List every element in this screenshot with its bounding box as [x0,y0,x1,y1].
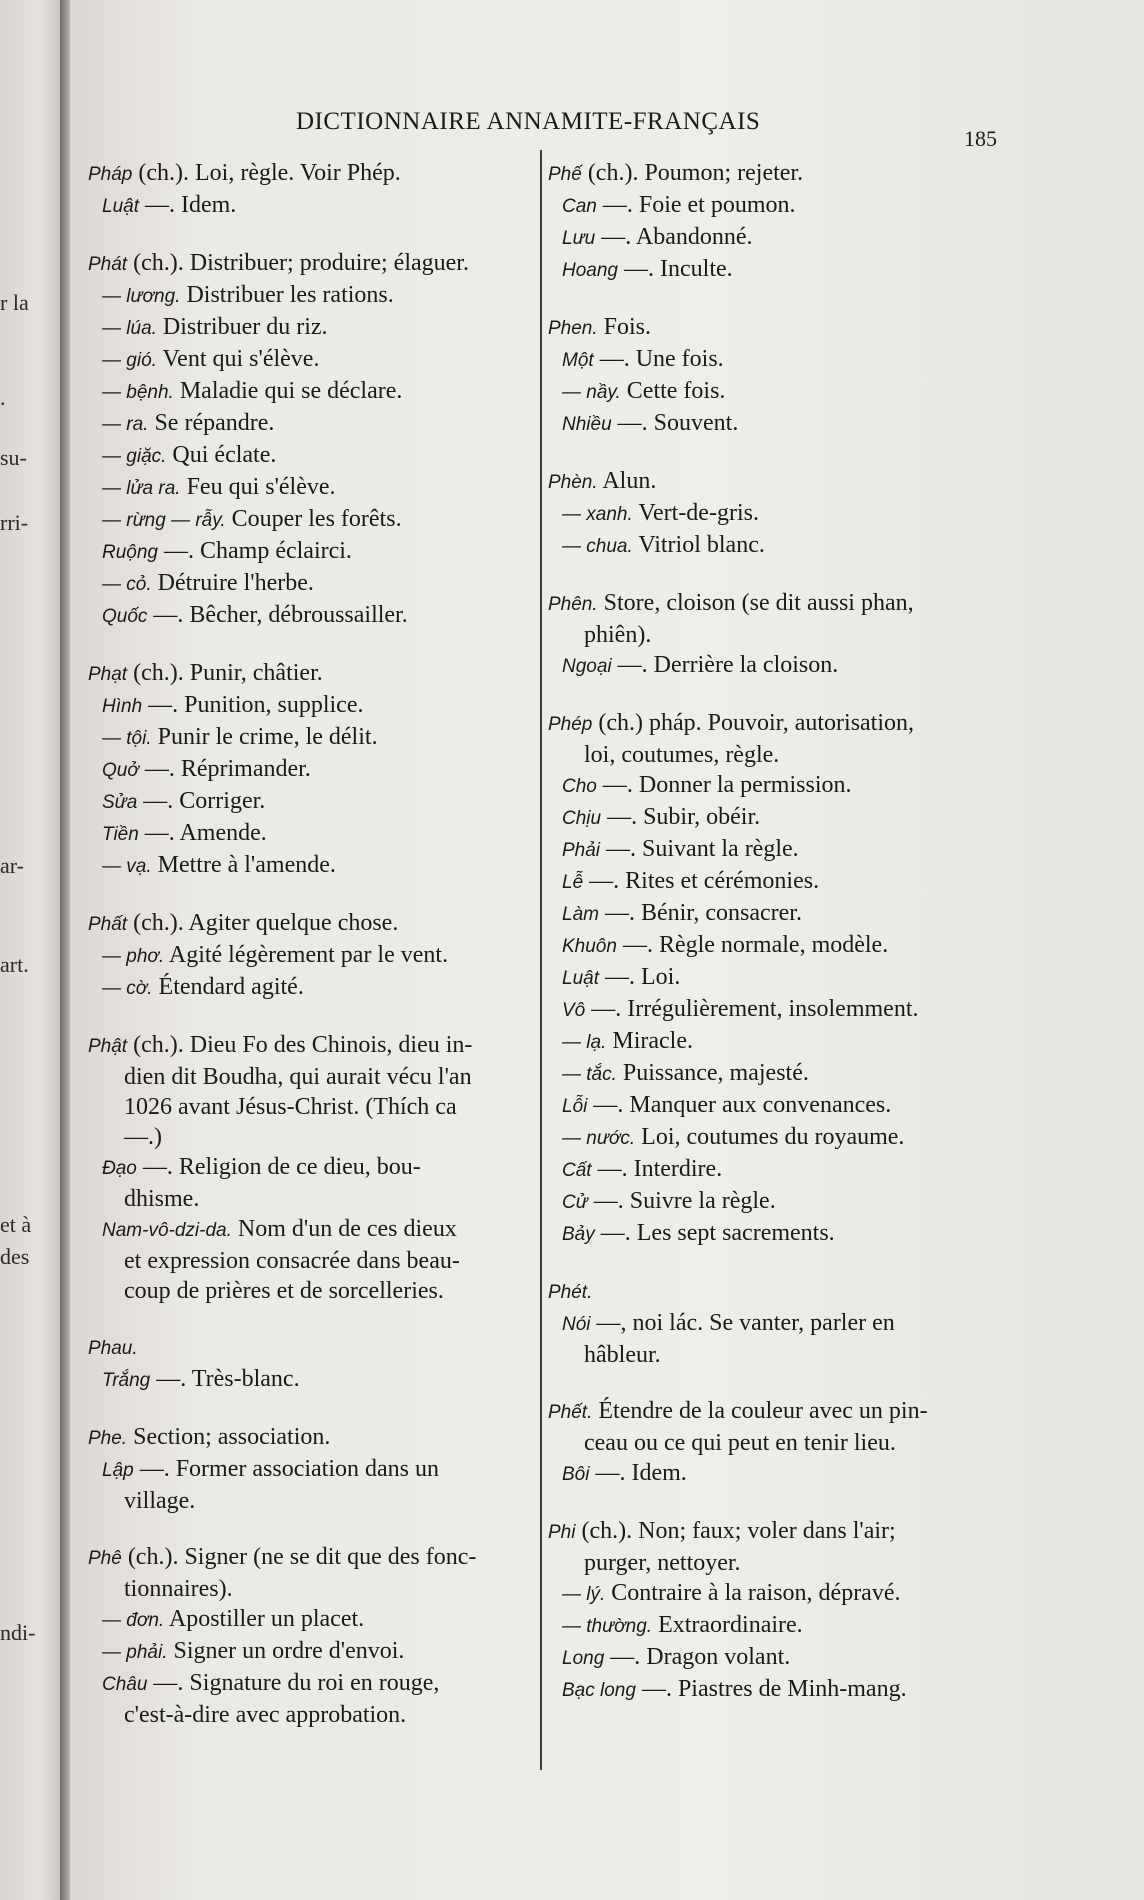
left-fragment: rri- [0,510,29,535]
definition-text: Se répandre. [148,410,275,436]
headword: Cử [562,1192,588,1213]
entry-line [88,1030,528,1062]
entry-line [548,1578,1018,1610]
headword: — chua. [562,536,633,557]
entry-line [548,866,1018,898]
entry-line [548,770,1018,802]
definition-text: Couper les forêts. [225,506,402,532]
headword: — lúa. [102,318,157,339]
definition-text: —. Signature du roi en rouge, [147,1670,440,1696]
left-fragment: des [0,1244,30,1269]
definition-text: Miracle. [606,1028,693,1054]
definition-text: Store, cloison (se dit aussi phan, [597,590,914,616]
entry-line [548,466,1018,498]
definition-text: village. [124,1488,196,1514]
definition-text: hâbleur. [584,1342,661,1368]
definition-text: —. Suivant la règle. [600,836,799,862]
definition-text: Fois. [597,314,652,340]
headword: Phát [88,254,128,275]
entry-line [88,536,528,568]
left-fragment: et à [0,1212,32,1237]
headword: Làm [562,904,599,925]
running-header: DICTIONNAIRE ANNAMITE-FRANÇAIS [296,108,761,135]
entry-line [548,1548,1018,1578]
definition-text: Cette fois. [620,378,726,404]
entry-line [548,344,1018,376]
entry-line [548,376,1018,408]
entry-line [548,1154,1018,1186]
entry-line [548,1340,1018,1370]
headword: — tắc. [562,1064,617,1085]
dictionary-entry [88,158,528,222]
entry-line [88,908,528,940]
definition-text: Puissance, majesté. [616,1060,809,1086]
headword: Chịu [562,808,602,829]
entry-line [88,850,528,882]
headword: — rừng — rẫy. [102,510,226,531]
headword: Nam-vô-dzi-da. [102,1220,232,1241]
definition-text: Mettre à l'amende. [151,852,336,878]
definition-text: Section; association. [127,1424,331,1450]
entry-line [548,708,1018,740]
entry-line [88,1574,528,1604]
left-page-edge [0,0,60,1900]
definition-text: —. Loi. [598,964,681,990]
definition-text: ceau ou ce qui peut en tenir lieu. [584,1430,896,1456]
entry-line [548,588,1018,620]
entry-line [88,1276,528,1306]
definition-text: —. Rites et cérémonies. [583,868,820,894]
headword: Phết. [548,1402,593,1423]
left-fragment: ndi- [0,1620,36,1645]
headword: Một [562,350,594,371]
definition-text: —. Donner la permission. [596,772,852,798]
headword: — thường. [562,1616,653,1637]
entry-line [548,962,1018,994]
definition-text: —. Abandonné. [595,224,753,250]
entry-line [548,1308,1018,1340]
entry-line [88,1184,528,1214]
definition-text: (ch.) pháp. Pouvoir, autorisation, [592,710,915,736]
entry-line [548,802,1018,834]
entry-line [548,222,1018,254]
definition-text: Agité légèrement par le vent. [164,942,449,968]
definition-text: Loi, coutumes du royaume. [635,1124,905,1150]
headword: Phen. [548,318,598,339]
definition-text: et expression consacrée dans beau- [124,1248,460,1274]
left-fragment: r la [0,290,29,315]
headword: — vạ. [102,856,152,877]
definition-text: dien dit Boudha, qui aurait vécu l'an [124,1064,472,1090]
left-fragment: su- [0,445,27,470]
definition-text: —. Souvent. [611,410,739,436]
headword: Sửa [102,792,138,813]
entry-line [548,158,1018,190]
entry-line [88,568,528,600]
entry-line [548,620,1018,650]
headword: Phất [88,914,128,935]
headword: — gió. [102,350,157,371]
definition-text: (ch.). Non; faux; voler dans l'air; [575,1518,896,1544]
entry-line [88,376,528,408]
headword: Quở [102,760,139,781]
entry-line [88,1486,528,1516]
definition-text: (ch.). Punir, châtier. [127,660,323,686]
dictionary-entry [548,158,1018,286]
headword: — lý. [562,1584,606,1605]
entry-line [88,1152,528,1184]
definition-text: Étendard agité. [152,974,304,1000]
definition-text: —. Bêcher, débroussailler. [147,602,408,628]
left-fragment: art. [0,952,29,977]
definition-text: Vent qui s'élève. [156,346,320,372]
entry-line [548,254,1018,286]
definition-text: Détruire l'herbe. [151,570,314,596]
dictionary-page [70,0,1144,1900]
definition-text: dhisme. [124,1186,200,1212]
headword: Phật [88,1036,128,1057]
headword: Khuôn [562,936,617,957]
entry-line [548,1458,1018,1490]
definition-text: 1026 avant Jésus-Christ. (Thích ca [124,1094,457,1120]
headword: Lỗi [562,1096,588,1117]
definition-text: —. Bénir, consacrer. [598,900,802,926]
definition-text: tionnaires). [124,1576,233,1602]
headword: Phau. [88,1338,138,1359]
definition-text: Nom d'un de ces dieux [231,1216,457,1242]
headword: Ruộng [102,542,158,563]
headword: Trắng [102,1370,151,1391]
headword: Nhiều [562,414,612,435]
column-divider [540,150,542,1770]
definition-text: Étendre de la couleur avec un pin- [592,1398,928,1424]
entry-line [548,1058,1018,1090]
headword: — phơ. [102,946,165,967]
definition-text: —. Idem. [589,1460,687,1486]
entry-line [88,1092,528,1122]
entry-line [548,1428,1018,1458]
definition-text: —. Suivre la règle. [587,1188,776,1214]
dictionary-entry [548,588,1018,682]
headword: Phe. [88,1428,128,1449]
definition-text: phiên). [584,622,652,648]
headword: Phải [562,840,601,861]
entry-line [88,158,528,190]
headword: — lạ. [562,1032,607,1053]
entry-line [88,1668,528,1700]
entry-line [88,658,528,690]
headword: — ra. [102,414,149,435]
headword: Bôi [562,1464,590,1485]
entry-line [548,1396,1018,1428]
definition-text: Extraordinaire. [652,1612,803,1638]
headword: — xanh. [562,504,633,525]
headword: Phèn. [548,472,598,493]
entry-line [88,1542,528,1574]
headword: — cờ. [102,978,153,999]
entry-line [548,1026,1018,1058]
entry-line [548,190,1018,222]
headword: — giặc. [102,446,167,467]
definition-text: c'est-à-dire avec approbation. [124,1702,407,1728]
definition-text: —. Idem. [138,192,237,218]
headword: Pháp [88,164,133,185]
definition-text: Vert-de-gris. [632,500,759,526]
entry-line [88,1636,528,1668]
left-fragment: . [0,385,6,410]
entry-line [88,504,528,536]
definition-text: (ch.). Distribuer; produire; élaguer. [127,250,469,276]
entry-line [88,1700,528,1730]
definition-text: Maladie qui se déclare. [173,378,403,404]
entry-line [88,786,528,818]
dictionary-entry [548,466,1018,562]
entry-line [88,280,528,312]
definition-text: —. Irrégulièrement, insolemment. [585,996,919,1022]
headword: Lập [102,1460,134,1481]
entry-line [88,1246,528,1276]
definition-text: Apostiller un placet. [164,1606,365,1632]
definition-text: —. Religion de ce dieu, bou- [136,1154,421,1180]
entry-line [88,440,528,472]
book-spine [60,0,70,1900]
headword: — đơn. [102,1610,165,1631]
entry-line [88,754,528,786]
headword: Đạo [102,1158,137,1179]
headword: — tội. [102,728,152,749]
definition-text: (ch.). Loi, règle. Voir Phép. [132,160,401,186]
headword: Châu [102,1674,148,1695]
entry-line [548,740,1018,770]
entry-line [548,994,1018,1026]
headword: Phi [548,1522,576,1543]
entry-line [548,1276,1018,1308]
entry-line [548,930,1018,962]
headword: Phê [88,1548,122,1569]
definition-text: purger, nettoyer. [584,1550,741,1576]
definition-text: Vitriol blanc. [632,532,765,558]
headword: Tiền [102,824,139,845]
headword: Phên. [548,594,598,615]
definition-text: —. Piastres de Minh-mang. [635,1676,907,1702]
entry-line [88,1422,528,1454]
entry-line [88,818,528,850]
definition-text: Signer un ordre d'envoi. [167,1638,405,1664]
headword: Cất [562,1160,592,1181]
definition-text: loi, coutumes, règle. [584,742,780,768]
definition-text: Feu qui s'élève. [180,474,336,500]
headword: Vô [562,1000,586,1021]
definition-text: —. Subir, obéir. [601,804,761,830]
entry-line [88,690,528,722]
entry-line [88,1062,528,1092]
left-fragment: ar- [0,853,24,878]
entry-line [548,1610,1018,1642]
entry-line [88,1122,528,1152]
dictionary-entry [548,1276,1018,1370]
headword: Hoang [562,260,618,281]
entry-line [88,408,528,440]
headword: — lửa ra. [102,478,181,499]
entry-line [548,1516,1018,1548]
entry-line [548,530,1018,562]
definition-text: —, noi lác. Se vanter, parler en [590,1310,895,1336]
entry-line [88,472,528,504]
definition-text: (ch.). Poumon; rejeter. [581,160,804,186]
definition-text: —. Manquer aux convenances. [587,1092,892,1118]
entry-line [548,1090,1018,1122]
definition-text: (ch.). Dieu Fo des Chinois, dieu in- [127,1032,473,1058]
definition-text: —. Règle normale, modèle. [616,932,889,958]
dictionary-entry [88,1542,528,1730]
dictionary-entry [88,248,528,632]
definition-text: —. Dragon volant. [604,1644,791,1670]
entry-line [548,408,1018,440]
headword: Phế [548,164,582,185]
definition-text: —.) [124,1124,162,1150]
definition-text: Contraire à la raison, dépravé. [605,1580,901,1606]
dictionary-entry [88,1332,528,1396]
definition-text: Punir le crime, le délit. [151,724,378,750]
entry-line [548,650,1018,682]
headword: Bảy [562,1224,595,1245]
dictionary-entry [88,908,528,1004]
headword: — phải. [102,1642,168,1663]
dictionary-entry [548,708,1018,1250]
entry-line [548,1122,1018,1154]
entry-line [548,834,1018,866]
entry-line [548,498,1018,530]
definition-text: —. Corriger. [137,788,266,814]
entry-line [88,312,528,344]
entry-line [88,190,528,222]
entry-line [88,940,528,972]
definition-text: coup de prières et de sorcelleries. [124,1278,444,1304]
definition-text: —. Punition, supplice. [142,692,364,718]
headword: — lương. [102,286,181,307]
entry-line [88,248,528,280]
entry-line [88,1214,528,1246]
definition-text: Distribuer les rations. [180,282,394,308]
entry-line [88,1332,528,1364]
left-column [88,158,528,1756]
definition-text: Distribuer du riz. [156,314,328,340]
headword: Phạt [88,664,128,685]
entry-line [548,1642,1018,1674]
definition-text: Alun. [597,468,657,494]
entry-line [548,1674,1018,1706]
headword: Lưu [562,228,596,249]
entry-line [548,898,1018,930]
entry-line [548,1186,1018,1218]
headword: Phép [548,714,593,735]
headword: — nước. [562,1128,636,1149]
entry-line [88,344,528,376]
definition-text: Qui éclate. [166,442,277,468]
headword: Phét. [548,1282,593,1303]
headword: Long [562,1648,605,1669]
dictionary-entry [548,1516,1018,1706]
definition-text: (ch.). Agiter quelque chose. [127,910,399,936]
dictionary-entry [548,1396,1018,1490]
dictionary-entry [88,658,528,882]
definition-text: —. Réprimander. [138,756,311,782]
headword: Ngoại [562,656,612,677]
dictionary-entry [88,1030,528,1306]
definition-text: (ch.). Signer (ne se dit que des fonc- [121,1544,477,1570]
definition-text: —. Derrière la cloison. [611,652,839,678]
entry-line [88,600,528,632]
definition-text: —. Interdire. [591,1156,723,1182]
headword: Lễ [562,872,584,893]
definition-text: —. Les sept sacrements. [594,1220,835,1246]
entry-line [88,722,528,754]
definition-text: —. Très-blanc. [150,1366,300,1392]
headword: Hình [102,696,143,717]
headword: Luật [562,968,599,989]
entry-line [88,1454,528,1486]
definition-text: —. Foie et poumon. [596,192,796,218]
headword: Can [562,196,597,217]
definition-text: —. Former association dans un [133,1456,439,1482]
dictionary-entry [88,1422,528,1516]
headword: Quốc [102,606,148,627]
headword: — bệnh. [102,382,174,403]
entry-line [88,972,528,1004]
right-column [548,158,1018,1732]
headword: Cho [562,776,597,797]
entry-line [548,312,1018,344]
headword: — cỏ. [102,574,152,595]
entry-line [88,1364,528,1396]
entry-line [548,1218,1018,1250]
definition-text: —. Une fois. [593,346,724,372]
headword: Luật [102,196,139,217]
headword: Nói [562,1314,591,1335]
definition-text: —. Amende. [138,820,267,846]
headword: Bạc long [562,1680,636,1701]
definition-text: —. Champ éclairci. [158,538,352,564]
headword: — nầy. [562,382,621,403]
definition-text: —. Inculte. [618,256,733,282]
entry-line [88,1604,528,1636]
page-number: 185 [964,126,997,151]
dictionary-entry [548,312,1018,440]
